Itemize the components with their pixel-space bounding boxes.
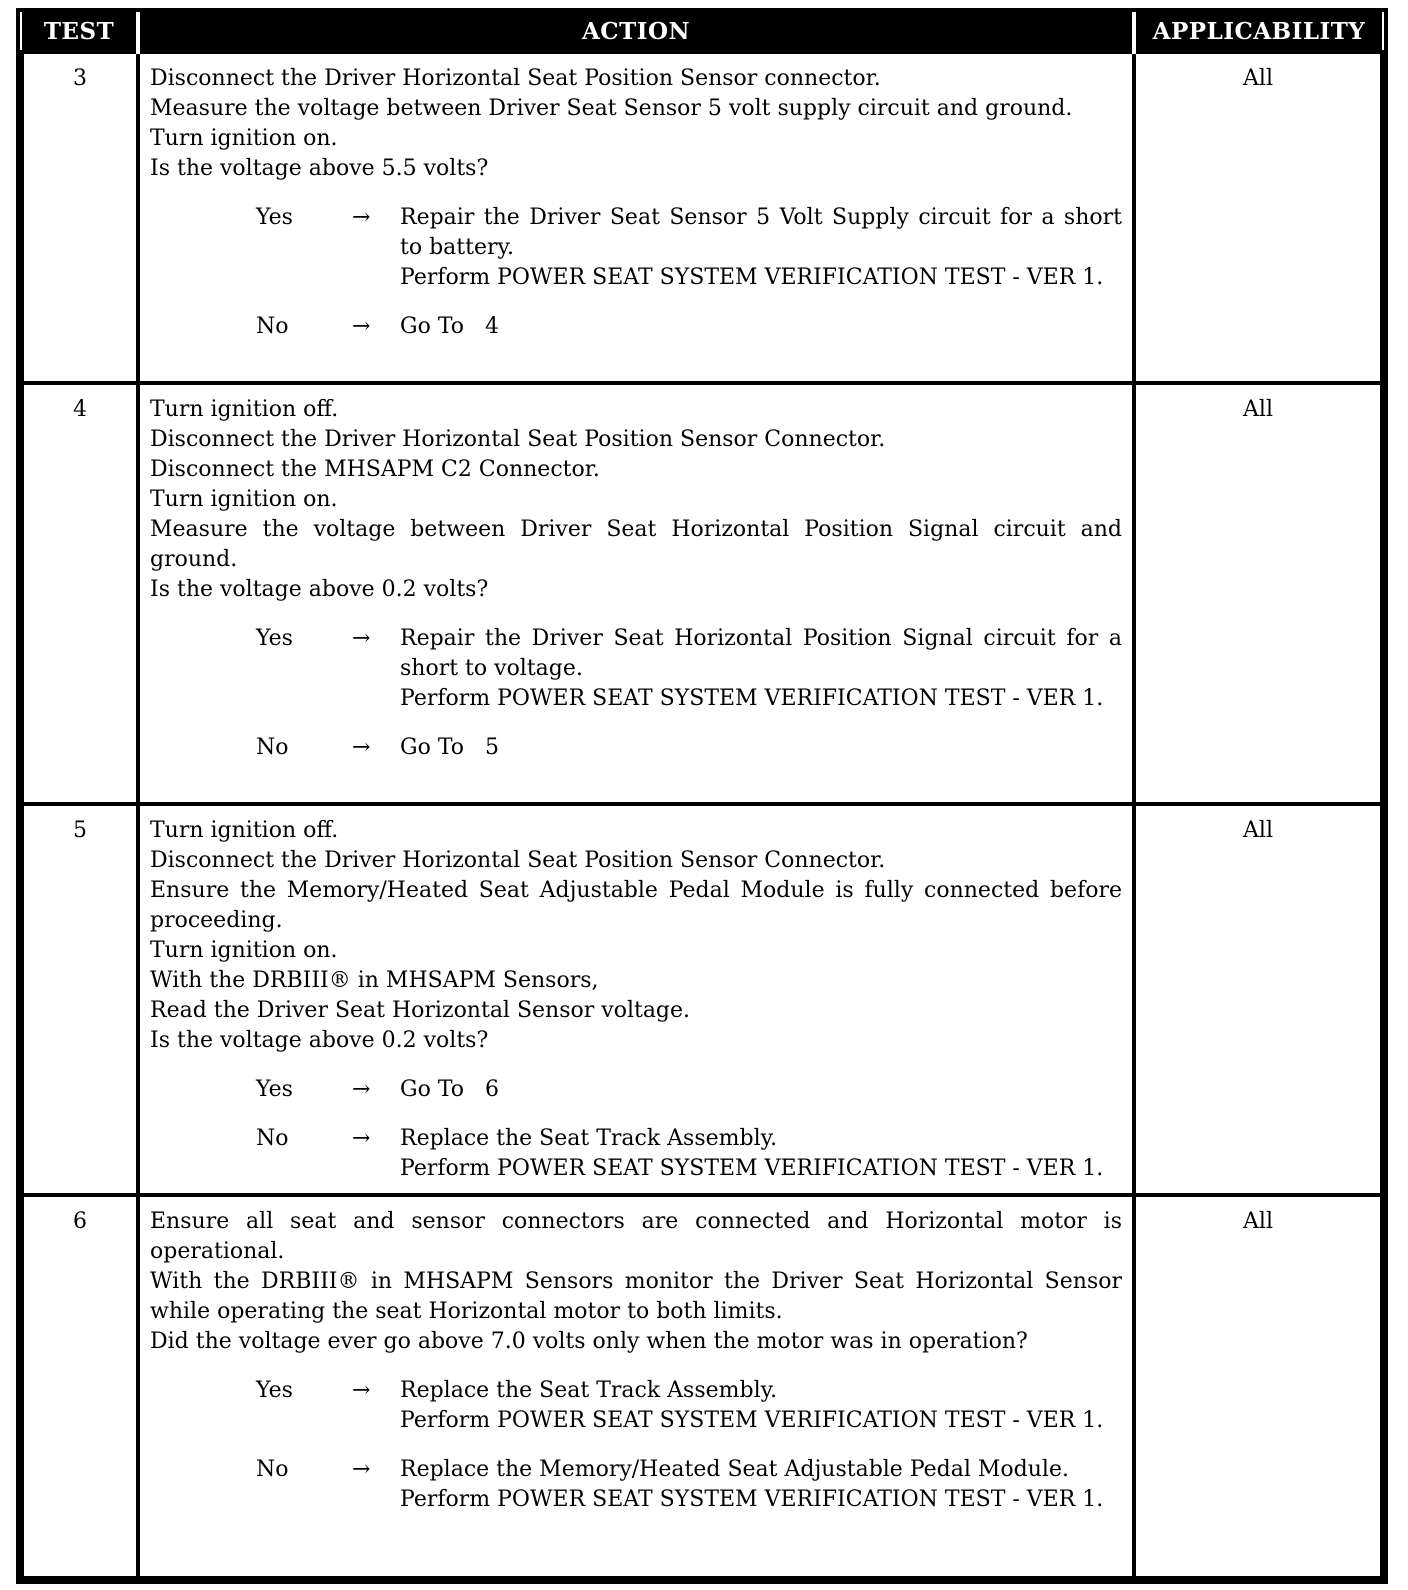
arrow-right-icon: → <box>352 735 371 760</box>
result-text: Go To 5 <box>400 735 499 760</box>
table-row <box>22 804 1382 1195</box>
step-text: Turn ignition on. <box>150 487 338 512</box>
action-cell <box>138 804 1134 1195</box>
step-text: Turn ignition on. <box>150 938 338 963</box>
yes-result <box>400 1075 1122 1105</box>
yes-label: Yes <box>256 626 293 651</box>
applicability-value: All <box>1134 383 1382 804</box>
step-text: Disconnect the MHSAPM C2 Connector. <box>150 457 600 482</box>
action-cell <box>138 52 1134 383</box>
result-text: Perform POWER SEAT SYSTEM VERIFICATION TEST - VER 1. <box>400 686 1104 711</box>
step-text: Read the Driver Seat Horizontal Sensor voltage. <box>150 998 691 1023</box>
arrow-right-icon: → <box>352 205 371 230</box>
no-label: No <box>256 314 289 339</box>
step-text: Turn ignition on. <box>150 126 338 151</box>
yes-label: Yes <box>256 1378 293 1403</box>
step-text: Turn ignition off. <box>150 818 339 843</box>
step-text: Ensure the Memory/Heated Seat Adjustable Pedal Module is fully connected before proceeding. <box>150 878 1122 933</box>
yes-result <box>400 203 1122 293</box>
arrow-right-icon: → <box>352 1126 371 1151</box>
yes-branch <box>150 1075 1122 1105</box>
result-text: Perform POWER SEAT SYSTEM VERIFICATION TEST - VER 1. <box>400 1156 1104 1181</box>
arrow-right-icon: → <box>352 314 371 339</box>
applicability-value: All <box>1134 804 1382 1195</box>
no-label: No <box>256 735 289 760</box>
arrow-right-icon: → <box>352 1457 371 1482</box>
test-number: 6 <box>22 1195 138 1578</box>
test-number: 5 <box>22 804 138 1195</box>
no-branch <box>150 1124 1122 1184</box>
test-number: 3 <box>22 52 138 383</box>
header-row <box>22 12 1382 52</box>
step-text: Is the voltage above 0.2 volts? <box>150 577 489 602</box>
yes-label: Yes <box>256 1077 293 1102</box>
result-text: Perform POWER SEAT SYSTEM VERIFICATION TEST - VER 1. <box>400 1408 1104 1433</box>
step-text: Disconnect the Driver Horizontal Seat Position Sensor connector. <box>150 66 881 91</box>
table-row <box>22 52 1382 383</box>
arrow-right-icon: → <box>352 626 371 651</box>
applicability-value: All <box>1134 1195 1382 1578</box>
result-text: Perform POWER SEAT SYSTEM VERIFICATION TEST - VER 1. <box>400 265 1104 290</box>
step-text: Is the voltage above 5.5 volts? <box>150 156 489 181</box>
no-label: No <box>256 1457 289 1482</box>
arrow-right-icon: → <box>352 1077 371 1102</box>
header-test: TEST <box>22 12 138 52</box>
result-text: Repair the Driver Seat Horizontal Position Signal circuit for a short to voltage. <box>400 626 1122 681</box>
yes-result <box>400 624 1122 714</box>
no-result <box>400 1124 1122 1184</box>
action-cell <box>138 383 1134 804</box>
test-table <box>20 12 1384 1580</box>
yes-label: Yes <box>256 205 293 230</box>
header-applicability: APPLICABILITY <box>1134 12 1382 52</box>
no-result <box>400 312 1122 342</box>
result-text: Perform POWER SEAT SYSTEM VERIFICATION TEST - VER 1. <box>400 1487 1104 1512</box>
table-row <box>22 383 1382 804</box>
step-text: Disconnect the Driver Horizontal Seat Position Sensor Connector. <box>150 848 886 873</box>
table-row <box>22 1195 1382 1578</box>
step-text: Disconnect the Driver Horizontal Seat Position Sensor Connector. <box>150 427 886 452</box>
result-text: Replace the Seat Track Assembly. <box>400 1126 778 1151</box>
step-text: Measure the voltage between Driver Seat Sensor 5 volt supply circuit and ground. <box>150 96 1073 121</box>
no-branch <box>150 733 1122 763</box>
yes-branch <box>150 624 1122 714</box>
no-branch <box>150 1455 1122 1515</box>
yes-branch <box>150 1376 1122 1436</box>
result-text: Replace the Memory/Heated Seat Adjustable Pedal Module. <box>400 1457 1069 1482</box>
no-branch <box>150 312 1122 342</box>
header-action: ACTION <box>138 12 1134 52</box>
test-number: 4 <box>22 383 138 804</box>
step-text: With the DRBIII® in MHSAPM Sensors, <box>150 968 599 993</box>
step-text: Did the voltage ever go above 7.0 volts only when the motor was in operation? <box>150 1329 1028 1354</box>
step-text: With the DRBIII® in MHSAPM Sensors monitor the Driver Seat Horizontal Sensor while operating the seat Horizontal motor to both limits. <box>150 1269 1122 1324</box>
arrow-right-icon: → <box>352 1378 371 1403</box>
step-text: Measure the voltage between Driver Seat Horizontal Position Signal circuit and ground. <box>150 517 1122 572</box>
diagnostic-test-table <box>16 8 1388 1584</box>
result-text: Go To 4 <box>400 314 499 339</box>
result-text: Go To 6 <box>400 1077 499 1102</box>
no-label: No <box>256 1126 289 1151</box>
result-text: Replace the Seat Track Assembly. <box>400 1378 778 1403</box>
no-result <box>400 733 1122 763</box>
step-text: Ensure all seat and sensor connectors are connected and Horizontal motor is operational. <box>150 1209 1122 1264</box>
step-text: Is the voltage above 0.2 volts? <box>150 1028 489 1053</box>
no-result <box>400 1455 1122 1515</box>
yes-result <box>400 1376 1122 1436</box>
applicability-value: All <box>1134 52 1382 383</box>
step-text: Turn ignition off. <box>150 397 339 422</box>
result-text: Repair the Driver Seat Sensor 5 Volt Supply circuit for a short to battery. <box>400 205 1122 260</box>
yes-branch <box>150 203 1122 293</box>
action-cell <box>138 1195 1134 1578</box>
